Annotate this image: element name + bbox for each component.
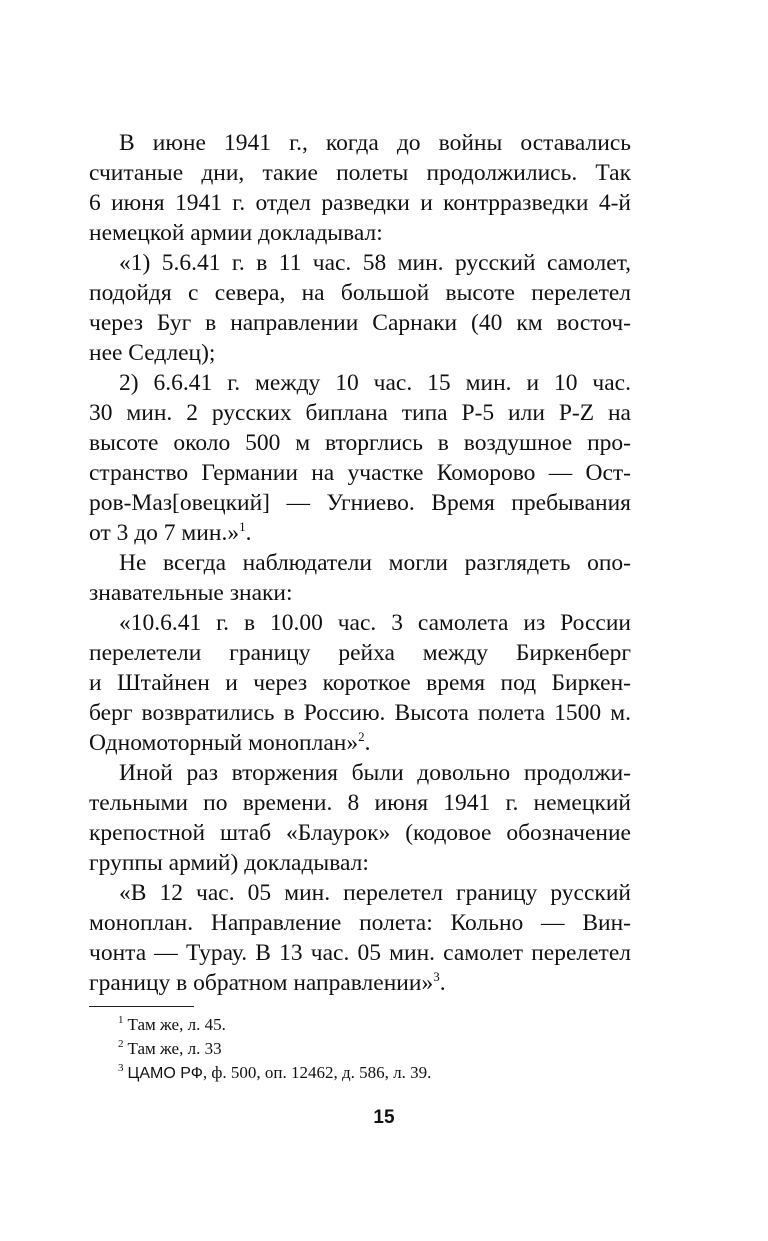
text-line: высоте около 500 м вторглись в воздушное про- bbox=[89, 430, 631, 456]
footnote-number: 1 bbox=[118, 1014, 124, 1027]
footnote bbox=[118, 1037, 638, 1061]
text-line: крепостной штаб «Блаурок» (кодовое обозначение bbox=[89, 820, 631, 846]
text-line: нее Седлец); bbox=[89, 340, 216, 366]
text-line: «10.6.41 г. в 10.00 час. 3 самолета из России bbox=[119, 610, 631, 636]
text-line: моноплан. Направление полета: Кольно — Вин- bbox=[89, 910, 631, 936]
main-text bbox=[89, 128, 631, 998]
text-fragment: от 3 до 7 мин.» bbox=[89, 520, 240, 546]
text-line: ров-Маз[овецкий] — Угниево. Время пребывания bbox=[89, 490, 631, 516]
footnotes bbox=[118, 1013, 638, 1085]
text-line: 2) 6.6.41 г. между 10 час. 15 мин. и 10 час. bbox=[119, 370, 631, 396]
text-line: перелетели границу рейха между Биркенберг bbox=[89, 640, 631, 666]
page-number: 15 bbox=[373, 1107, 395, 1128]
text-line: Иной раз вторжения были довольно продолжи- bbox=[119, 760, 631, 786]
text-line-with-ref bbox=[89, 968, 631, 998]
text-fragment: Одномоторный моноплан» bbox=[89, 730, 359, 756]
text-line: берг возвратились в Россию. Высота полета 1500 м. bbox=[89, 700, 631, 726]
punctuation: . bbox=[439, 970, 446, 996]
footnote bbox=[118, 1013, 638, 1037]
text-line-with-ref bbox=[89, 518, 631, 548]
text-line: подойдя с севера, на большой высоте перелетел bbox=[89, 280, 631, 306]
text-line: 30 мин. 2 русских биплана типа Р-5 или P-Z на bbox=[89, 400, 631, 426]
footnote-number: 3 bbox=[118, 1062, 124, 1075]
footnote bbox=[118, 1061, 638, 1085]
punctuation: . bbox=[364, 730, 371, 756]
footnote-number: 2 bbox=[118, 1038, 124, 1051]
text-line: немецкой армии докладывал: bbox=[89, 220, 383, 246]
footnote-ref: 3 bbox=[433, 969, 440, 985]
text-line: знавательные знаки: bbox=[89, 580, 293, 606]
text-line: считаные дни, такие полеты продолжились. Так bbox=[89, 160, 631, 186]
text-line-with-ref bbox=[89, 728, 631, 758]
text-line: странство Германии на участке Коморово — Ост- bbox=[89, 460, 631, 486]
text-line: В июне 1941 г., когда до войны оставались bbox=[119, 130, 631, 156]
text-line: «1) 5.6.41 г. в 11 час. 58 мин. русский самолет, bbox=[119, 250, 631, 276]
text-line: «В 12 час. 05 мин. перелетел границу русский bbox=[119, 880, 631, 906]
footnote-divider bbox=[89, 1006, 194, 1007]
text-line: и Штайнен и через короткое время под Биркен- bbox=[89, 670, 631, 696]
footnote-ref: 1 bbox=[239, 519, 246, 535]
footnote-text: Там же, л. 45. bbox=[127, 1015, 226, 1034]
footnote-ref: 2 bbox=[358, 729, 365, 745]
text-fragment: границу в обратном направлении» bbox=[89, 970, 434, 996]
text-line: Не всегда наблюдатели могли разглядеть опо- bbox=[119, 550, 631, 576]
footnote-text: , ф. 500, оп. 12462, д. 586, л. 39. bbox=[202, 1063, 432, 1082]
text-line: группы армий) докладывал: bbox=[89, 850, 369, 876]
text-line: чонта — Турау. В 13 час. 05 мин. самолет перелетел bbox=[89, 940, 631, 966]
archive-abbreviation: ЦАМО РФ bbox=[127, 1065, 203, 1082]
text-line: тельными по времени. 8 июня 1941 г. немецкий bbox=[89, 790, 631, 816]
footnote-text: Там же, л. 33 bbox=[127, 1039, 222, 1058]
text-line: через Буг в направлении Сарнаки (40 км восточ- bbox=[89, 310, 631, 336]
text-line: 6 июня 1941 г. отдел разведки и контрразведки 4-й bbox=[89, 190, 631, 216]
punctuation: . bbox=[245, 520, 252, 546]
